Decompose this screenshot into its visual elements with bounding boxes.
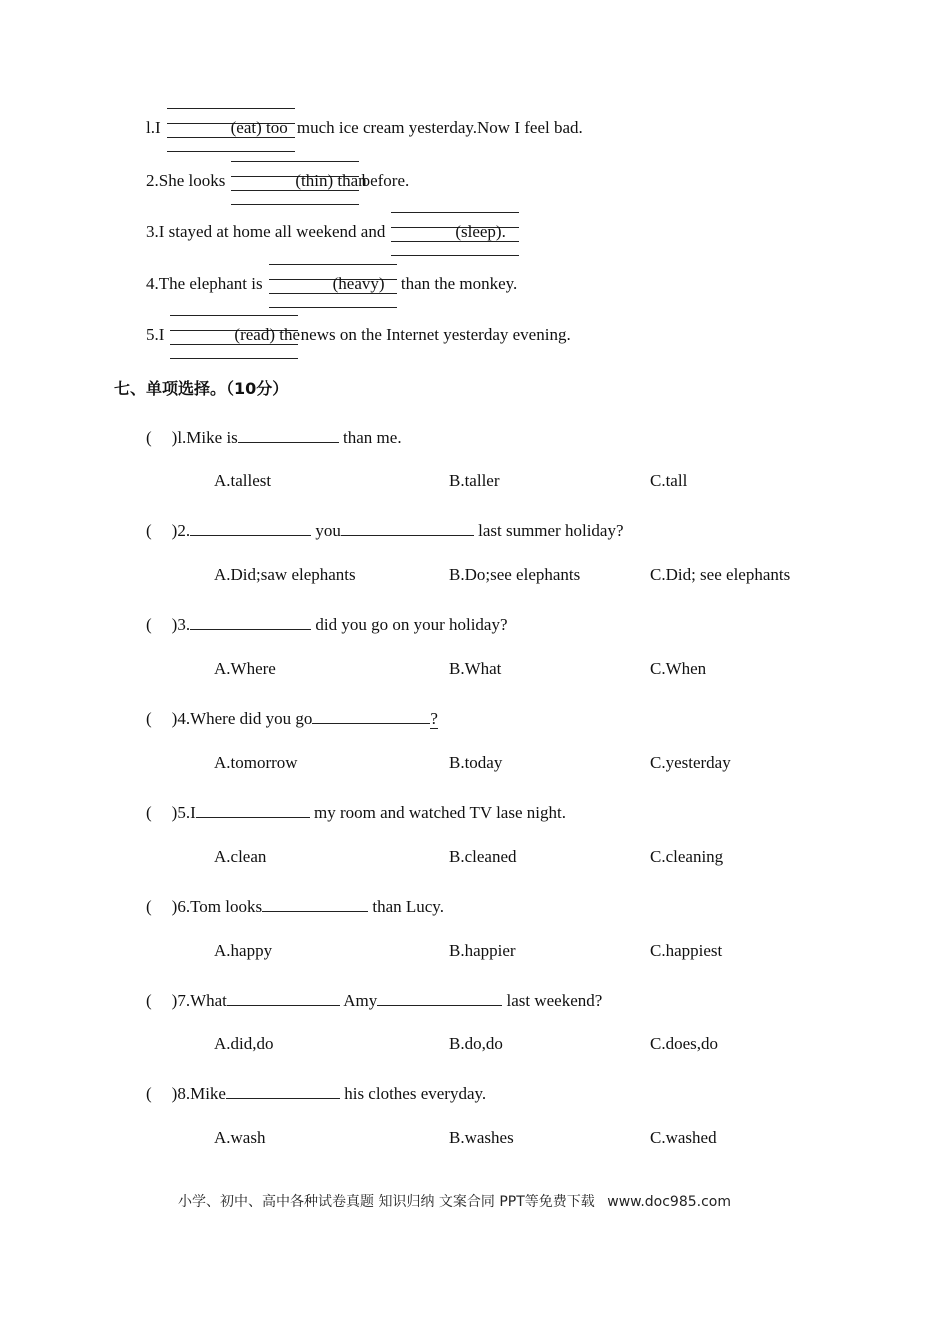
- option-b[interactable]: B.taller: [449, 471, 500, 490]
- fill-item-prefix: 5.I: [146, 325, 165, 344]
- answer-paren: (: [146, 991, 152, 1010]
- fill-item-prefix: 4.The elephant is: [146, 274, 263, 293]
- option-b[interactable]: B.today: [449, 753, 503, 772]
- question: [146, 425, 402, 448]
- option-c[interactable]: C.Did; see elephants: [650, 565, 791, 584]
- answer-blank[interactable]: [167, 118, 295, 138]
- option-b[interactable]: B.What: [449, 659, 502, 678]
- option-a[interactable]: A.clean: [214, 847, 267, 866]
- page-footer: [178, 1191, 731, 1211]
- option-a[interactable]: A.Where: [214, 659, 276, 678]
- question-stem-mid: my room and watched TV lase night.: [314, 803, 566, 822]
- answer-blank[interactable]: [391, 222, 519, 242]
- word-hint: (sleep).: [455, 222, 506, 241]
- fill-item: [146, 325, 571, 345]
- answer-blank[interactable]: [312, 706, 430, 724]
- word-hint: (heavy): [332, 274, 385, 293]
- answer-blank[interactable]: [238, 425, 339, 443]
- answer-paren: (: [146, 521, 152, 540]
- question: [146, 800, 566, 823]
- answer-paren: (: [146, 897, 152, 916]
- option-c[interactable]: C.cleaning: [650, 847, 724, 866]
- question-stem: )6.Tom looks: [171, 897, 263, 916]
- question: [146, 706, 438, 729]
- fill-item: [146, 274, 517, 294]
- answer-paren: (: [146, 803, 152, 822]
- word-hint: (thin) than: [295, 171, 367, 190]
- fill-item-suffix: than the monkey.: [400, 274, 518, 293]
- option-a[interactable]: A.happy: [214, 941, 273, 960]
- fill-item-prefix: 2.She looks: [146, 171, 226, 190]
- question-stem-mid: did you go on your holiday?: [315, 615, 508, 634]
- answer-paren: (: [146, 1084, 152, 1103]
- question: [146, 988, 602, 1011]
- option-b[interactable]: B.do,do: [449, 1034, 503, 1053]
- word-hint: (read) the: [234, 325, 301, 344]
- option-b[interactable]: B.cleaned: [449, 847, 517, 866]
- answer-blank[interactable]: [262, 894, 368, 912]
- option-c[interactable]: C.washed: [650, 1128, 717, 1147]
- answer-paren: (: [146, 615, 152, 634]
- fill-item-prefix: 3.I stayed at home all weekend and: [146, 222, 386, 241]
- question: [146, 612, 508, 635]
- fill-item-suffix: much ice cream yesterday.Now I feel bad.: [296, 118, 583, 137]
- question-stem: )8.Mike: [171, 1084, 226, 1103]
- question-stem-end: last weekend?: [506, 991, 603, 1010]
- fill-item-suffix: news on the Internet yesterday evening.: [300, 325, 571, 344]
- question-stem-mid: than me.: [343, 428, 402, 447]
- footer-link[interactable]: www.doc985.com: [607, 1194, 731, 1210]
- option-a[interactable]: A.wash: [214, 1128, 266, 1147]
- option-c[interactable]: C.When: [650, 659, 707, 678]
- question-stem-end: last summer holiday?: [478, 521, 624, 540]
- fill-item: [146, 222, 519, 242]
- fill-item: [146, 171, 409, 191]
- option-a[interactable]: A.tallest: [214, 471, 272, 490]
- answer-blank[interactable]: [196, 800, 310, 818]
- answer-blank[interactable]: [190, 612, 311, 630]
- question-stem-mid: his clothes everyday.: [344, 1084, 487, 1103]
- fill-item-suffix: before.: [361, 171, 410, 190]
- question-stem: )5.I: [171, 803, 196, 822]
- question-stem-end: ?: [430, 709, 438, 728]
- question-stem: )2.: [171, 521, 191, 540]
- answer-blank[interactable]: [377, 988, 502, 1006]
- answer-blank[interactable]: [231, 171, 367, 191]
- question: [146, 894, 444, 917]
- question-stem-mid: Amy: [343, 991, 378, 1010]
- option-a[interactable]: A.tomorrow: [214, 753, 298, 772]
- option-b[interactable]: B.Do;see elephants: [449, 565, 581, 584]
- answer-blank[interactable]: [227, 988, 340, 1006]
- question-stem-mid: you: [315, 521, 341, 540]
- option-a[interactable]: A.did,do: [214, 1034, 274, 1053]
- answer-blank[interactable]: [170, 325, 301, 345]
- question: [146, 1081, 486, 1104]
- option-c[interactable]: C.does,do: [650, 1034, 718, 1053]
- option-c[interactable]: C.happiest: [650, 941, 723, 960]
- fill-item-prefix: l.I: [146, 118, 161, 137]
- footer-text: 小学、初中、高中各种试卷真题 知识归纳 文案合同 PPT等免费下载: [178, 1194, 595, 1210]
- option-b[interactable]: B.washes: [449, 1128, 514, 1147]
- question-stem-mid: than Lucy.: [372, 897, 444, 916]
- answer-blank[interactable]: [269, 274, 397, 294]
- answer-paren: (: [146, 428, 152, 447]
- option-c[interactable]: C.tall: [650, 471, 688, 490]
- question-stem: )3.: [171, 615, 191, 634]
- question: [146, 518, 624, 541]
- fill-item: [146, 118, 583, 138]
- answer-blank[interactable]: [226, 1081, 340, 1099]
- word-hint: (eat) too: [230, 118, 288, 137]
- option-c[interactable]: C.yesterday: [650, 753, 731, 772]
- answer-blank[interactable]: [341, 518, 474, 536]
- question-stem: )l.Mike is: [171, 428, 238, 447]
- option-a[interactable]: A.Did;saw elephants: [214, 565, 356, 584]
- option-b[interactable]: B.happier: [449, 941, 516, 960]
- question-stem: )4.Where did you go: [171, 709, 313, 728]
- answer-paren: (: [146, 709, 152, 728]
- answer-blank[interactable]: [190, 518, 311, 536]
- question-stem: )7.What: [171, 991, 227, 1010]
- section-heading: 七、单项选择。（10分）: [114, 379, 289, 398]
